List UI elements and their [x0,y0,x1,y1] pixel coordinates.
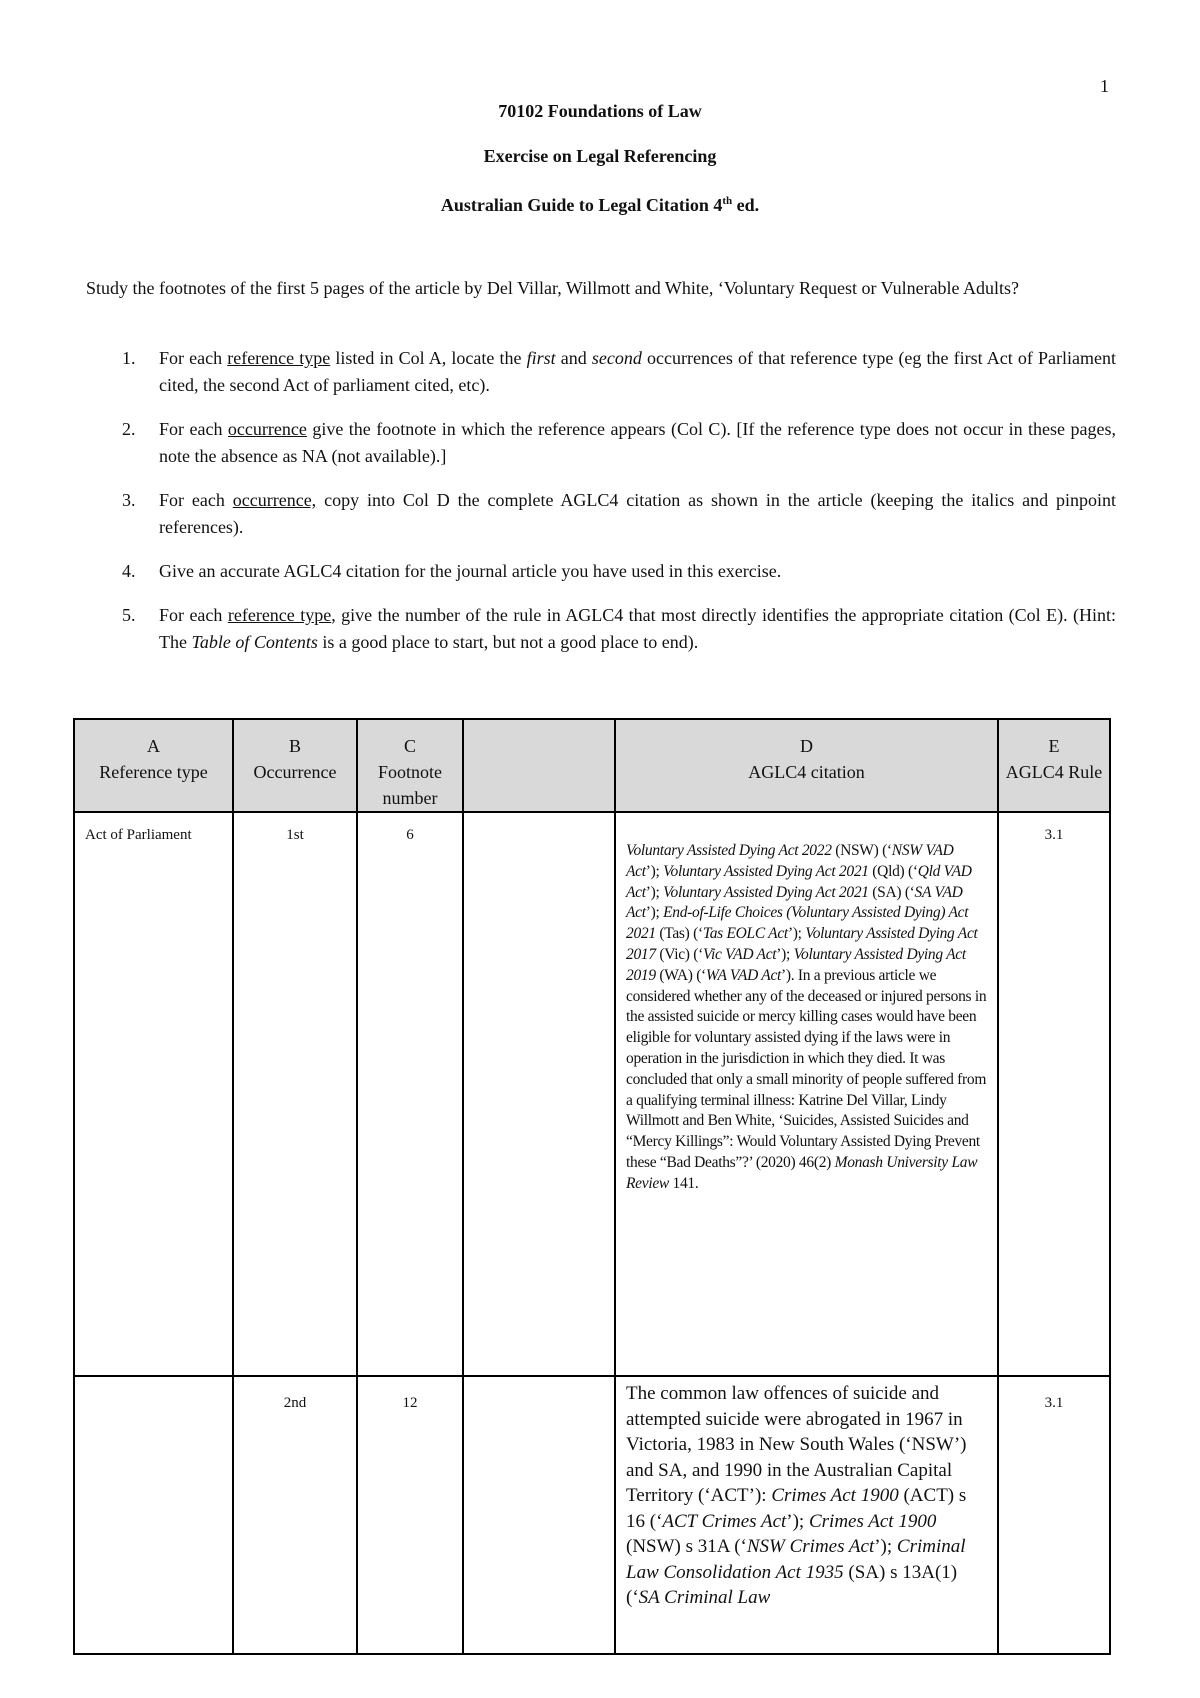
reference-type-cell: Act of Parliament [74,812,233,1376]
occurrence-cell: 2nd [233,1376,357,1654]
italic-term: first [526,348,556,368]
citation-text-run: ’); [776,945,794,963]
citation-text-run: 141. [668,1174,699,1192]
item-number: 2. [122,419,136,439]
citation-italic-run: Monash University Law Review [626,1153,978,1192]
header-aglc4-citation [615,719,998,812]
document-headings [0,99,1200,234]
text-run: give the footnote in which the reference appears (Col C). [If the reference type does not occur in these pages, note the absence as NA (not available).] [159,419,1116,466]
footnote-cell: 6 [357,812,463,1376]
citation-italic-run: Voluntary Assisted Dying Act 2021 [663,862,869,880]
text-run: is a good place to start, but not a good place to end). [317,632,699,652]
column-label: Occurrence [253,762,337,782]
citation-italic-run: SA Criminal Law [638,1587,771,1608]
underlined-term: reference type [227,348,331,368]
column-letter: D [800,736,813,756]
italic-term: second [591,348,642,368]
citation-italic-run: Crimes Act 1900 [808,1510,937,1532]
text-run: For each [159,348,228,368]
citation-italic-run: Voluntary Assisted Dying Act 2021 [663,883,869,901]
citation-italic-run: NSW VAD Act [626,842,954,880]
table-row [74,812,1110,1376]
citation-italic-run: Qld VAD Act [626,862,972,901]
item-number: 3. [122,490,136,510]
underlined-term: occurrence, [232,490,317,510]
citation-text-run: ’); [874,1536,897,1557]
citation-text-run: (SA) (‘ [868,883,915,901]
column-letter: A [147,736,160,756]
citation-text-run: The common law offences of suicide and attempted suicide were abrogated in 1967 in Victoria, 1983 in New South Wales (‘NSW’) and SA, and 1990 in the Australian Capital Territory (‘ACT’): [626,1383,967,1506]
header-blank [463,719,615,812]
header-aglc4-rule [998,719,1110,812]
instruction-item [86,558,1116,585]
footnote-cell: 12 [357,1376,463,1654]
occurrence-cell: 1st [233,812,357,1376]
underlined-term: occurrence [227,419,307,439]
citation-cell [615,1376,998,1654]
citation-text-run: (NSW) (‘ [831,842,892,859]
citation-text-run: ’); [645,904,664,922]
blank-cell [463,812,615,1376]
edition-superscript: th [722,195,733,207]
citation-italic-run: ACT Crimes Act [662,1510,787,1532]
column-label: AGLC4 Rule [1005,762,1103,782]
citation-text-run: ’); [786,1510,809,1532]
item-number: 1. [122,348,136,368]
table-row [74,1376,1110,1654]
text-run: For each [159,605,228,625]
citation-text-run: ’); [645,862,664,880]
rule-cell: 3.1 [998,812,1110,1376]
item-number: 4. [122,561,136,581]
citation-italic-run: Vic VAD Act [702,945,777,963]
underlined-term: reference type [227,605,332,625]
citation-text-run: (ACT) s 16 (‘ [626,1485,967,1532]
guide-title-text: Australian Guide to Legal Citation 4 [440,195,723,215]
rule-cell: 3.1 [998,1376,1110,1654]
citation-text-run: (NSW) s 31A (‘ [626,1536,747,1557]
citation-italic-run: Voluntary Assisted Dying Act 2019 [626,945,966,984]
guide-title [0,189,1200,234]
citation-italic-run: WA VAD Act [705,966,782,984]
text-run: , give the number of the rule in AGLC4 that most directly identifies the appropriate citation (Col E). (Hint: The [159,605,1117,652]
citation-italic-run: SA VAD Act [626,883,963,922]
italic-term: Table of Contents [191,632,318,652]
citation-italic-run: Criminal Law Consolidation Act 1935 [626,1536,966,1583]
column-letter: E [1048,736,1060,756]
citation-text-run: ’). In a previous article we considered whether any of the deceased or injured persons in the assisted suicide or mercy killing cases would have been eligible for voluntary assisted dying if the laws were in operation in the jurisdiction in which they died. It was concluded that only a small minority of people suffered from a qualifying terminal illness: Katrine Del Villar, Lindy Willmott and Ben White, ‘Suicides, Assisted Suicides and “Mercy Killings”: Would Voluntary Assisted Dying Prevent these “Bad Deaths”?’ (2020) 46(2) [626,966,987,1171]
citation-text-run: (Tas) (‘ [655,925,703,943]
citation-italic-run: End-of-Life Choices (Voluntary Assisted Dying) Act 2021 [626,904,969,943]
text-run: and [555,348,592,368]
header-footnote-number [357,719,463,812]
exercise-title: Exercise on Legal Referencing [483,146,717,166]
course-title: 70102 Foundations of Law [498,101,702,121]
citation-italic-run: Voluntary Assisted Dying Act 2022 [626,842,832,859]
citation-text-run: (SA) s 13A(1) (‘ [626,1561,958,1608]
citation-table [73,718,1111,1655]
text-run: Give an accurate AGLC4 citation for the journal article you have used in this exercise. [159,561,782,581]
instruction-item [86,487,1116,541]
citation-cell [615,812,998,1376]
column-letter: C [403,736,416,756]
blank-cell [463,1376,615,1654]
table-header-row [74,719,1110,812]
citation-italic-run: Voluntary Assisted Dying Act 2017 [626,925,978,963]
text-run: listed in Col A, locate the [330,348,527,368]
citation-text-run: ’); [787,925,806,943]
text-run: For each [159,490,233,510]
reference-type-cell [74,1376,233,1654]
column-label: AGLC4 citation [748,762,865,782]
citation-text-run: ’); [645,883,664,901]
citation-text-run: (Vic) (‘ [655,945,703,963]
citation-italic-run: Tas EOLC Act [702,925,788,943]
instruction-item [86,602,1116,656]
text-run: copy into Col D the complete AGLC4 citation as shown in the article (keeping the italics and pinpoint references). [159,490,1116,537]
guide-title-suffix: ed. [732,195,760,215]
page-number: 1 [1100,76,1109,96]
column-letter: B [288,736,301,756]
item-number: 5. [122,605,136,625]
text-run: For each [159,419,228,439]
citation-italic-run: NSW Crimes Act [746,1536,875,1557]
instruction-item [86,416,1116,470]
instruction-item [86,345,1116,399]
instructions-list [86,345,1116,673]
header-reference-type [74,719,233,812]
citation-text-run: (Qld) (‘ [868,862,918,880]
column-label: Footnote number [377,762,442,808]
text-run: occurrences of that reference type (eg the first Act of Parliament cited, the second Act of parliament cited, etc). [159,348,1116,395]
column-label: Reference type [99,762,208,782]
intro-paragraph: Study the footnotes of the first 5 pages of the article by Del Villar, Willmott and White, ‘Voluntary Request or Vulnerable Adults? [86,278,1020,298]
citation-text-run: (WA) (‘ [655,966,706,984]
citation-italic-run: Crimes Act 1900 [771,1485,899,1506]
header-occurrence [233,719,357,812]
